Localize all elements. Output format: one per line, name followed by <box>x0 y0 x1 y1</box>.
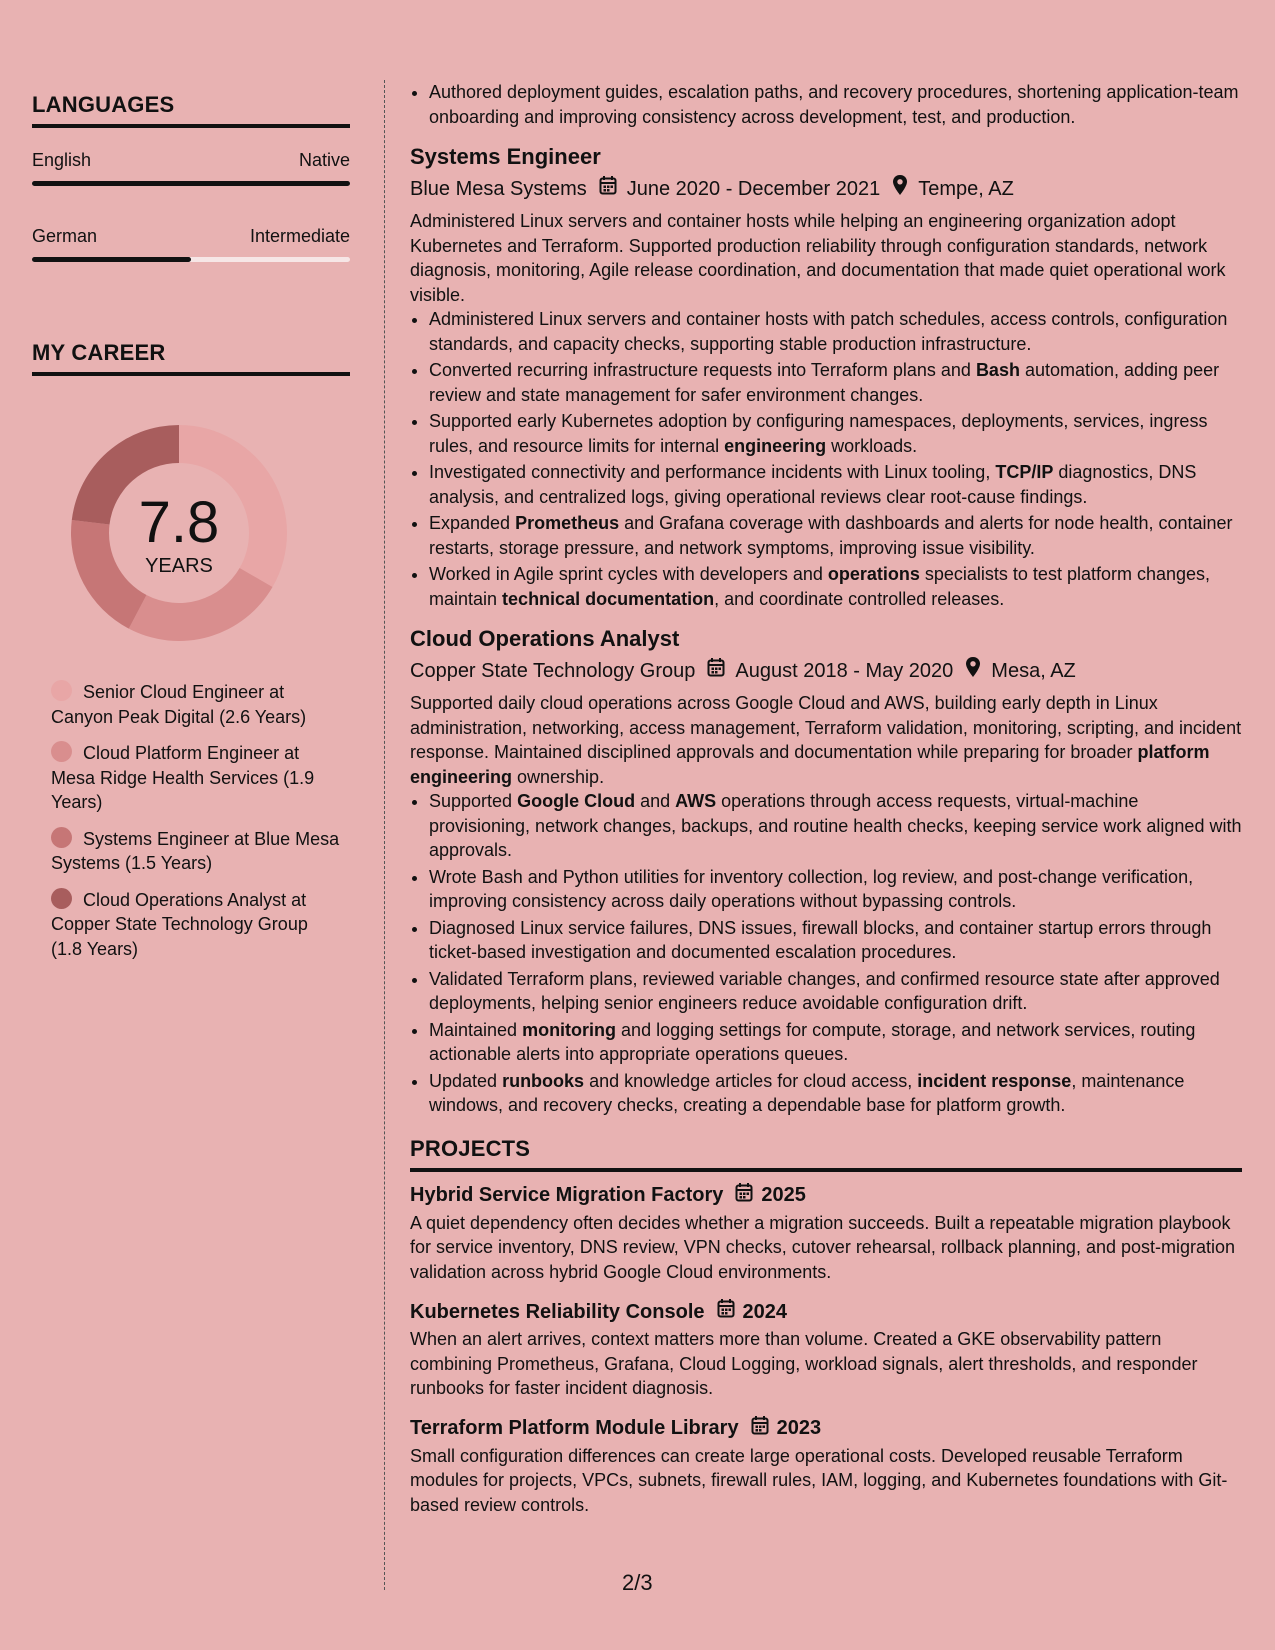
bullet-text: Diagnosed Linux service failures, DNS issues, firewall blocks, and container startup errors through ticket-based investigation and documented escalation procedures. <box>429 917 1212 962</box>
language-level: Intermediate <box>249 226 350 246</box>
bullet-keyword: Bash <box>975 360 1020 380</box>
role-dates: June 2020 - December 2021 <box>626 177 881 200</box>
bullet-text: and Grafana coverage with dashboards and alerts for node health, container restarts, storage pressure, and network symptoms, improving issue visibility. <box>429 513 1233 558</box>
bullet-text: , maintenance windows, and recovery checks, creating a dependable base for platform growth. <box>429 1070 1185 1115</box>
career-total-value: 7.8 <box>138 490 220 555</box>
role-summary <box>410 691 1242 789</box>
calendar-icon <box>735 1182 753 1209</box>
language-proficiency-bar <box>32 257 350 262</box>
project-year: 2023 <box>776 1417 822 1439</box>
summary-text: ownership. <box>512 766 605 787</box>
legend-label: Senior Cloud Engineer at Canyon Peak Digital (2.6 Years) <box>51 682 307 727</box>
role-bullets <box>410 307 1242 611</box>
role-summary: Administered Linux servers and container hosts while helping an engineering organization adopt Kubernetes and Terraform. Supported production reliability through configuration standards, network diagnosis, monitoring, Agile release coordination, and documentation that made quiet operational work visible. <box>410 211 1226 305</box>
bullet-item <box>429 511 1242 560</box>
bullet-keyword: technical documentation <box>502 588 715 609</box>
bullet-keyword: TCP/IP <box>995 462 1054 482</box>
carryover-bullets <box>410 80 1242 129</box>
career-legend-item <box>51 741 341 815</box>
bullet-text: Administered Linux servers and container hosts with patch schedules, access controls, configuration standards, and capacity checks, supporting stable production infrastructure. <box>429 309 1228 354</box>
language-name: English <box>32 150 92 170</box>
bullet-text: and knowledge articles for cloud access, <box>584 1070 918 1091</box>
role-meta <box>410 174 1242 203</box>
bullet-text: Validated Terraform plans, reviewed variable changes, and confirmed resource state after approved deployments, helping senior engineers reduce avoidable configuration drift. <box>429 968 1220 1013</box>
project-description: A quiet dependency often decides whether a migration succeeds. Built a repeatable migration playbook for service inventory, DNS review, VPN checks, cutover rehearsal, rollback planning, and post-migration validation across hybrid Google Cloud environments. <box>410 1212 1236 1282</box>
role-title: Cloud Operations Analyst <box>410 626 680 651</box>
bullet-item <box>429 1018 1242 1067</box>
legend-dot <box>51 680 72 701</box>
role-location: Tempe, AZ <box>918 177 1014 200</box>
bullet-text: Worked in Agile sprint cycles with developers and <box>429 564 828 584</box>
sidebar <box>32 92 350 973</box>
career-heading: MY CAREER <box>32 340 350 376</box>
career-legend-item <box>51 680 341 729</box>
bullet-keyword: incident response <box>917 1070 1072 1091</box>
role-title: Systems Engineer <box>410 144 601 169</box>
summary-text: Supported daily cloud operations across Google Cloud and AWS, building early depth in Linux administration, networking, access management, Terraform validation, monitoring, scripting, and incident response. Maintained disciplined approvals and documentation while preparing for broader <box>410 693 1242 762</box>
bullet-item: • Authored deployment guides, escalation paths, and recovery procedures, shortening application-team onboarding and improving consistency across development, test, and production. <box>429 80 1242 129</box>
map-pin-icon <box>892 174 908 203</box>
project-item <box>410 1415 1242 1518</box>
career-legend-item <box>51 827 341 876</box>
legend-label: Cloud Platform Engineer at Mesa Ridge Health Services (1.9 Years) <box>51 743 315 812</box>
bullet-item <box>429 865 1242 914</box>
language-item <box>32 150 350 186</box>
bullet-keyword: Prometheus <box>515 513 620 533</box>
legend-label: Systems Engineer at Blue Mesa Systems (1.5 Years) <box>51 828 340 873</box>
bullet-text: Wrote Bash and Python utilities for inventory collection, log review, and post-change verification, improving consistency across daily operations without bypassing controls. <box>429 866 1194 911</box>
career-total-unit: YEARS <box>145 555 213 577</box>
bullet-text: Maintained <box>429 1019 523 1040</box>
company-name: Blue Mesa Systems <box>410 177 587 200</box>
main-column <box>410 80 1242 1531</box>
bullet-keyword: engineering <box>724 435 827 456</box>
languages-heading: LANGUAGES <box>32 92 350 128</box>
calendar-icon <box>751 1415 769 1442</box>
bullet-keyword: monitoring <box>522 1019 617 1040</box>
summary-keyword: platform engineering <box>410 742 1210 787</box>
calendar-icon <box>717 1298 735 1325</box>
bullet-item <box>429 1069 1242 1118</box>
project-name: Hybrid Service Migration Factory <box>410 1184 724 1206</box>
bullet-text: and logging settings for compute, storage, and network services, routing actionable alerts into appropriate operations queues. <box>429 1019 1196 1064</box>
bullet-text: automation, adding peer review and state management for safer environment changes. <box>429 360 1220 405</box>
project-name: Terraform Platform Module Library <box>410 1417 739 1439</box>
project-item <box>410 1298 1242 1401</box>
bullet-item <box>429 358 1242 407</box>
bullet-item <box>429 562 1242 611</box>
project-year: 2024 <box>742 1300 788 1323</box>
language-name: German <box>32 226 98 246</box>
career-legend <box>51 680 341 961</box>
project-name: Kubernetes Reliability Console <box>410 1300 705 1323</box>
language-item <box>32 226 350 262</box>
bullet-item <box>429 967 1242 1016</box>
bullet-text: operations through access requests, virtual-machine provisioning, network changes, backups, and routine health checks, keeping service work aligned with approvals. <box>429 791 1242 860</box>
career-legend-item <box>51 888 341 962</box>
bullet-text: Expanded <box>429 513 516 533</box>
legend-label: Cloud Operations Analyst at Copper State Technology Group (1.8 Years) <box>51 889 308 959</box>
language-level: Native <box>298 150 350 170</box>
bullet-item <box>429 307 1242 356</box>
language-proficiency-fill <box>32 181 350 186</box>
bullet-text: Updated <box>429 1070 503 1091</box>
bullet-text: Supported <box>429 791 518 811</box>
map-pin-icon <box>965 656 981 685</box>
calendar-icon <box>707 657 725 684</box>
bullet-text: Supported early Kubernetes adoption by configuring namespaces, deployments, services, ingress rules, and resource limits for internal <box>429 411 1208 456</box>
column-divider <box>384 80 385 1590</box>
bullet-text: diagnostics, DNS analysis, and centralized logs, giving operational reviews clear root-cause findings. <box>429 462 1197 507</box>
career-donut-chart <box>66 420 292 646</box>
role-cloud-operations-analyst <box>410 625 1242 1118</box>
page-indicator: 2/3 <box>622 1570 653 1595</box>
bullet-item <box>429 789 1242 863</box>
bullet-text: and <box>635 791 676 811</box>
project-description: Small configuration differences can create large operational costs. Developed reusable Terraform modules for projects, VPCs, subnets, firewall rules, IAM, logging, and Kubernetes foundations with Git-based review controls. <box>410 1445 1228 1515</box>
bullet-item <box>429 916 1242 965</box>
role-location: Mesa, AZ <box>991 659 1076 682</box>
bullet-item <box>429 409 1242 458</box>
bullet-text: , and coordinate controlled releases. <box>714 588 1005 609</box>
legend-dot <box>51 827 72 848</box>
bullet-text: specialists to test platform changes, maintain <box>429 564 1211 609</box>
bullet-text: Investigated connectivity and performance incidents with Linux tooling, <box>429 462 996 482</box>
legend-dot <box>51 741 72 762</box>
role-meta <box>410 656 1242 685</box>
role-systems-engineer <box>410 143 1242 611</box>
bullet-text: Converted recurring infrastructure requests into Terraform plans and <box>429 360 976 380</box>
bullet-keyword: AWS <box>675 791 717 811</box>
career-total <box>66 492 292 578</box>
projects-heading: PROJECTS <box>410 1136 1242 1172</box>
bullet-text: workloads. <box>826 435 918 456</box>
role-dates: August 2018 - May 2020 <box>735 659 954 682</box>
donut-segment-2 <box>129 568 273 641</box>
bullet-keyword: operations <box>827 564 920 584</box>
role-bullets <box>410 789 1242 1118</box>
bullet-keyword: runbooks <box>502 1070 585 1091</box>
project-year: 2025 <box>761 1184 806 1206</box>
company-name: Copper State Technology Group <box>410 659 696 682</box>
project-description: When an alert arrives, context matters more than volume. Created a GKE observability pattern combining Prometheus, Grafana, Cloud Logging, workload signals, alert thresholds, and responder runbooks for faster incident diagnosis. <box>410 1329 1198 1398</box>
bullet-item <box>429 460 1242 509</box>
language-proficiency-fill <box>32 257 191 262</box>
language-proficiency-bar <box>32 181 350 186</box>
legend-dot <box>51 888 72 909</box>
calendar-icon <box>599 175 617 202</box>
project-item <box>410 1182 1242 1285</box>
bullet-keyword: Google Cloud <box>517 791 636 811</box>
